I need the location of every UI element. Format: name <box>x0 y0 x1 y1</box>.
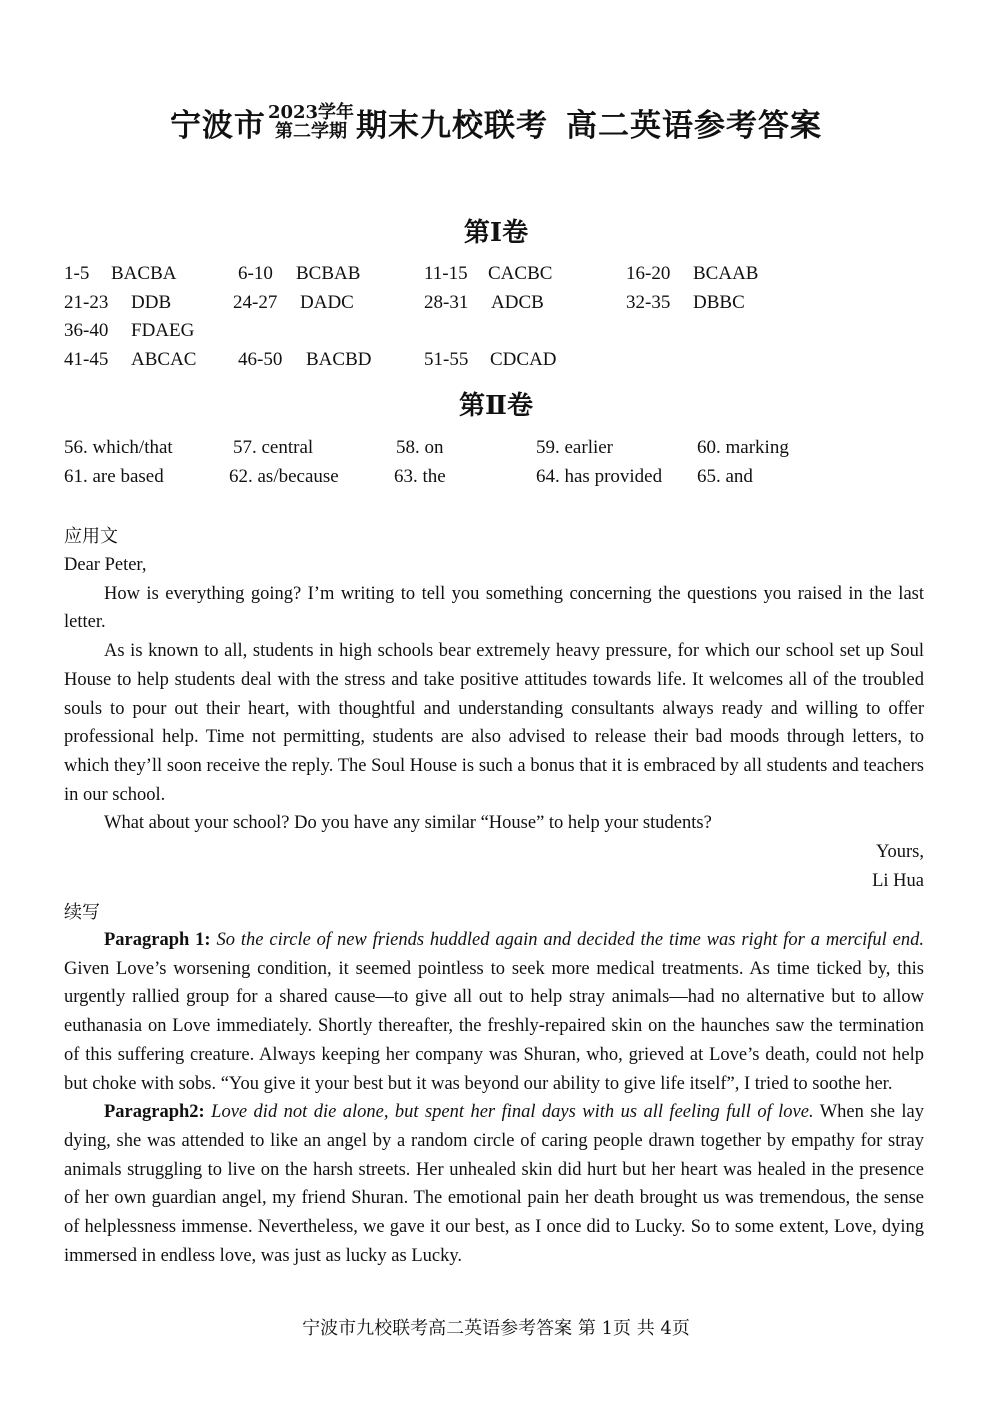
answer-range: 6-10 <box>238 263 273 284</box>
answer-item: 63. the <box>394 466 446 487</box>
paragraph-body: Given Love’s worsening condition, it seemed pointless to seek more medical treatments. As time ticked by, this urgently rallied group for a shared cause—to give all out to help stray animals—had no alternative but to allow euthanasia on Love immediately. Shortly thereafter, the freshly-repaired skin on the haunches saw the termination of this suffering creature. Always keeping her company was Shuran, who, grieved at Love’s death, could not help but choke with sobs. “You give it your best but it was beyond our ability to give life itself”, I tried to soothe her. <box>64 958 924 1094</box>
answer-key: ADCB <box>491 292 544 313</box>
essay-paragraph-2 <box>64 1098 924 1270</box>
answer-item: 56. which/that <box>64 437 173 458</box>
practical-letter <box>64 551 924 895</box>
paragraph-body: When she lay dying, she was attended to like an angel by a random circle of caring people drawn together by empathy for stray animals struggling to live on the harsh streets. Her unhealed skin did hurt but her heart was healed in the presence of her own guardian angel, my friend Shuran. The emotional pain her death brought us was tremendous, the sense of helplessness immense. Nevertheless, we gave it our best, as I once did to Lucky. So to some extent, Love, dying immersed in endless love, was just as lucky as Lucky. <box>64 1102 925 1266</box>
section-1-heading: 第Ⅰ卷 <box>463 218 529 248</box>
page-title <box>0 100 992 145</box>
answer-range: 11-15 <box>424 263 468 284</box>
answer-key: BCBAB <box>296 263 361 284</box>
letter-paragraph: As is known to all, students in high schools bear extremely heavy pressure, for which our school set up Soul House to help students deal with the stress and take positive attitudes towards life. It welcomes all of the troubled souls to pour out their heart, with thoughtful and understanding consultants always ready and willing to offer professional help. Time not permitting, students are also advised to release their bad moods through letters, to which they’ll soon receive the reply. The Soul House is such a bonus that it is embraced by all students and teachers in our school. <box>64 641 924 805</box>
answer-range: 41-45 <box>64 349 109 370</box>
answer-key: DADC <box>300 292 354 313</box>
continuation-essay <box>64 926 924 1270</box>
answer-range: 28-31 <box>424 292 469 313</box>
answer-item: 65. and <box>697 466 753 487</box>
title-exam: 期末九校联考 <box>356 108 549 144</box>
answer-key: ABCAC <box>131 349 197 370</box>
essay-paragraph-1 <box>64 926 924 1098</box>
answer-key: DBBC <box>693 292 745 313</box>
paragraph-label: Paragraph2: <box>104 1102 205 1123</box>
letter-signature: Li Hua <box>872 870 924 891</box>
answer-range: 16-20 <box>626 263 671 284</box>
answer-key: BACBA <box>111 263 177 284</box>
answer-range: 36-40 <box>64 320 109 341</box>
letter-paragraph: What about your school? Do you have any similar “House” to help your students? <box>104 813 712 834</box>
answer-range: 21-23 <box>64 292 109 313</box>
answer-range: 1-5 <box>64 263 90 284</box>
title-subject: 高二英语参考答案 <box>566 108 823 144</box>
letter-paragraph: How is everything going? I’m writing to tell you something concerning the questions you raised in the last letter. <box>64 583 924 633</box>
answer-key: FDAEG <box>131 320 195 341</box>
section-2-heading: 第Ⅱ卷 <box>459 391 533 421</box>
answer-item: 64. has provided <box>536 466 663 487</box>
answer-key: CACBC <box>488 263 553 284</box>
continuation-writing-label: 续写 <box>64 902 100 923</box>
practical-writing-label: 应用文 <box>64 526 118 547</box>
answer-range: 46-50 <box>238 349 283 370</box>
page-footer: 宁波市九校联考高二英语参考答案 第 1页 共 4页 <box>302 1318 690 1339</box>
paragraph-lead: Love did not die alone, but spent her final days with us all feeling full of love. <box>211 1102 814 1123</box>
answer-item: 60. marking <box>697 437 789 458</box>
paragraph-lead: So the circle of new friends huddled again and decided the time was right for a merciful end. <box>216 930 925 950</box>
letter-salutation: Dear Peter, <box>64 555 147 575</box>
answer-range: 51-55 <box>424 349 469 370</box>
answer-key: CDCAD <box>490 349 557 370</box>
answer-key: BACBD <box>306 349 372 370</box>
answer-item: 57. central <box>233 437 314 458</box>
letter-closing: Yours, <box>876 842 924 863</box>
title-city: 宁波市 <box>169 108 266 144</box>
title-term <box>267 101 355 142</box>
answer-range: 32-35 <box>626 292 671 313</box>
answer-item: 62. as/because <box>229 466 339 487</box>
answer-item: 61. are based <box>64 466 164 487</box>
paragraph-label: Paragraph 1: <box>104 930 211 950</box>
title-semester: 第二学期 <box>274 120 347 142</box>
answer-item: 59. earlier <box>536 437 614 458</box>
answer-key: BCAAB <box>693 263 759 284</box>
title-year: 2023学年 <box>267 101 355 123</box>
answer-key: DDB <box>131 292 172 313</box>
answer-item: 58. on <box>396 437 444 458</box>
answer-range: 24-27 <box>233 292 278 313</box>
